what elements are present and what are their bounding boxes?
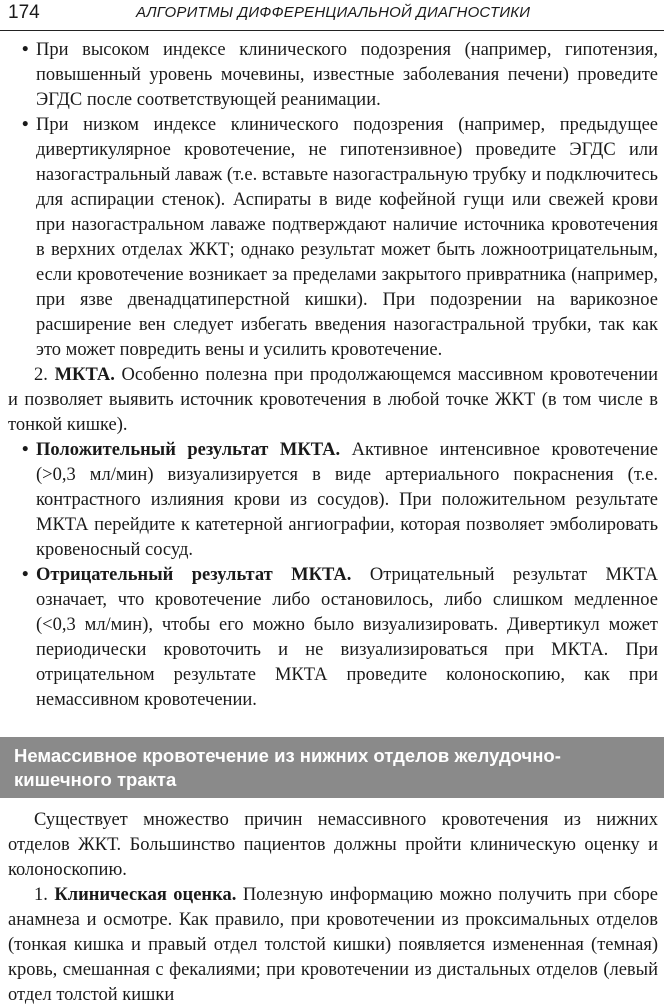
item-title: Клиническая оценка. [54, 885, 237, 905]
bullet-title: Отрицательный результат МКТА. [36, 565, 352, 585]
bullet-high-suspicion: • При высоком индексе клинического подозрения (например, гипотензия, повышенный уровень мочевины, известные заболевания печени) проведите ЭГДС после соответствующей реанимации. [8, 38, 658, 113]
bullet-title: Положительный результат МКТА. [36, 440, 341, 460]
bullet-text: Отрицательный результат МКТА означает, что кровотечение либо остановилось, либо слишком медленное (<0,3 мл/мин), чтобы его можно было визуализировать. Дивертикул может периодически кровоточить и не визуализироваться при МКТА. При отрицательном результате МКТА проведите колоноскопию, как при немассивном кровотечении. [36, 565, 658, 710]
item-title: МКТА. [54, 365, 115, 385]
item-mkta [8, 363, 658, 438]
page-header [0, 0, 664, 31]
item-number: 2. [34, 365, 48, 385]
item-clinical-assessment [8, 883, 658, 1008]
section-heading: Немассивное кровотечение из нижних отделов желудочно-кишечного тракта [0, 737, 664, 798]
item-text: Особенно полезна при продолжающемся массивном кровотечении и позволяет выявить источник кровотечения в любой точке ЖКТ (в том числе в тонкой кишке). [8, 365, 658, 435]
bullet-text: Активное интенсивное кровотечение (>0,3 мл/мин) визуализируется в виде артериального покраснения (т.е. контрастного излияния крови из сосудов). При положительном результате МКТА перейдите к катетерной ангиографии, которая позволяет эмболировать кровеносный сосуд. [36, 440, 658, 560]
running-title: АЛГОРИТМЫ ДИФФЕРЕНЦИАЛЬНОЙ ДИАГНОСТИКИ [136, 4, 531, 21]
item-number: 1. [34, 885, 48, 905]
bullet-negative-mkta [8, 563, 658, 713]
section-intro: Существует множество причин немассивного кровотечения из нижних отделов ЖКТ. Большинство пациентов должны пройти клиническую оценку и колоноскопию. [8, 810, 658, 880]
bullet-positive-mkta [8, 438, 658, 563]
item-text: Полезную информацию можно получить при сборе анамнеза и осмотре. Как правило, при кровотечении из проксимальных отделов (тонкая кишка и правый отдел толстой кишки) появляется измененная (темная) кровь, смешанная с фекалиями; при кровотечении из дистальных отделов (левый отдел толстой кишки [8, 885, 659, 1005]
page-number: 174 [8, 2, 40, 23]
page-body [8, 38, 658, 1008]
bullet-low-suspicion: • При низком индексе клинического подозрения (например, предыдущее дивертикулярное кровотечение, не гипотензивное) проведите ЭГДС или назогастральный лаваж (т.е. вставьте назогастральную трубку и подключитесь для аспирации стенок). Аспираты в виде кофейной гущи или свежей крови при назогастральном лаваже подтверждают наличие источника кровотечения в верхних отделах ЖКТ; однако результат может быть ложноотрицательным, если кровотечение возникает за пределами закрытого привратника (например, при язве двенадцатиперстной кишки). При подозрении на варикозное расширение вен следует избегать введения назогастральной трубки, так как это может повредить вены и усилить кровотечение. [8, 113, 658, 363]
